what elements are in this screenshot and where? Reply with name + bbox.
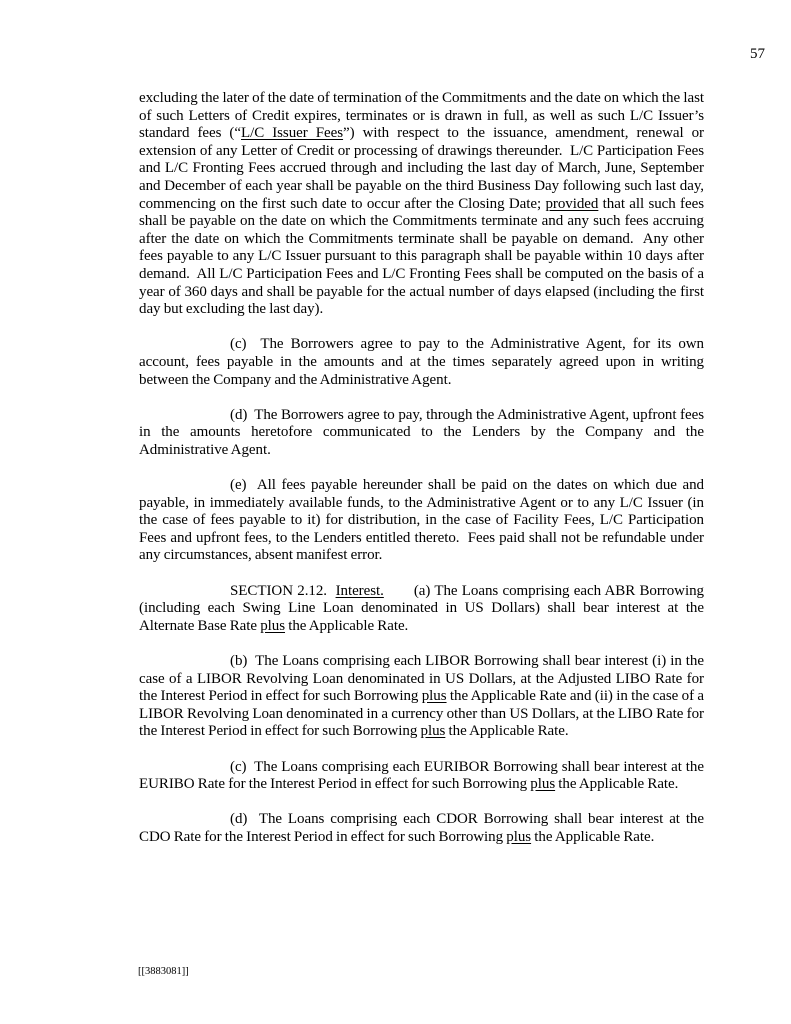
- text-run: (b) The Loans comprising each LIBOR Borrowing shall bear interest (i) in the case of a LIBOR Revolving Loan denominated in US Dollars, at the Adjusted LIBO Rate for the Interest Period in effect for such Borrowing: [139, 653, 704, 705]
- text-run: (d) The Loans comprising each CDOR Borrowing shall bear interest at the CDO Rate for the Interest Period in effect for such Borrowing: [139, 811, 704, 845]
- document-body: [139, 90, 704, 847]
- underlined-term: plus: [506, 828, 532, 845]
- text-run: the Applicable Rate.: [555, 776, 679, 793]
- text-run: (e) All fees payable hereunder shall be paid on the dates on which due and payable, in immediately available funds, to the Administrative Agent or to any L/C Issuer (in the case of fees payable to it) for distribution, in the case of Facility Fees, L/C Participation Fees and upfront fees, to the Lenders entitled thereto. Fees paid shall not be refundable under any circumstances, absent manifest error.: [139, 477, 704, 564]
- text-run: SECTION 2.12.: [230, 582, 336, 599]
- page-number: 57: [750, 46, 765, 62]
- text-run: excluding the later of the date of termination of the Commitments and the date on which the last of such Letters of Credit expires, terminates or is drawn in full, as well as such L/C Issuer’s standard fees (“: [139, 90, 704, 142]
- underlined-term: plus: [421, 688, 447, 705]
- para-c-admin-agent-fees: [139, 336, 704, 389]
- text-run: (c) The Loans comprising each EURIBOR Borrowing shall bear interest at the EURIBO Rate for the Interest Period in effect for such Borrowing: [139, 758, 704, 793]
- document-id-footer: [[3883081]]: [138, 966, 189, 977]
- text-run: (c) The Borrowers agree to pay to the Administrative Agent, for its own account, fees payable in the amounts and at the times separately agreed upon in writing between the Company and the Administrative Agent.: [139, 336, 704, 388]
- para-c-euribor-borrowing: [139, 759, 704, 794]
- text-run: the Applicable Rate.: [531, 828, 655, 845]
- text-run: (d) The Borrowers agree to pay, through the Administrative Agent, upfront fees in the amounts heretofore communicated to the Lenders by the Company and the Administrative Agent.: [139, 406, 704, 458]
- para-d-upfront-fees: [139, 407, 704, 460]
- underlined-term: Interest.: [335, 582, 384, 599]
- text-run: ”) with respect to the issuance, amendment, renewal or extension of any Letter of Credit or processing of drawings thereunder. L/C Participation Fees and L/C Fronting Fees accrued through and including the last day of March, June, September and December of each year shall be payable on the third Business Day following such last day, commencing on the first such date to occur after the Closing Date;: [139, 125, 705, 212]
- underlined-term: provided: [545, 195, 599, 212]
- para-e-payment-of-fees: [139, 477, 704, 565]
- text-run: that all such fees shall be payable on the date on which the Commitments terminate and any such fees accruing after the date on which the Commitments terminate shall be payable on demand. Any other fees payable to any L/C Issuer pursuant to this paragraph shall be payable within 10 days after demand. All L/C Participation Fees and L/C Fronting Fees shall be computed on the basis of a year of 360 days and shall be payable for the actual number of days elapsed (including the first day but excluding the last day).: [139, 195, 705, 318]
- underlined-term: plus: [260, 617, 286, 634]
- underlined-term: plus: [420, 723, 446, 740]
- para-d-cdor-borrowing: [139, 811, 704, 846]
- text-run: the Applicable Rate.: [285, 617, 409, 634]
- para-lc-fees-continuation: [139, 90, 704, 319]
- text-run: the Applicable Rate.: [445, 723, 569, 740]
- para-b-libor-borrowing: [139, 653, 704, 741]
- underlined-term: L/C Issuer Fees: [240, 125, 344, 142]
- text-run: (a) The Loans comprising each ABR Borrowing (including each Swing Line Loan denominated in US Dollars) shall bear interest at the Alternate Base Rate: [139, 582, 704, 634]
- underlined-term: plus: [530, 776, 556, 793]
- para-section-2-12-interest-a: [139, 583, 704, 636]
- text-run: the Applicable Rate and (ii) in the case of a LIBOR Revolving Loan denominated in a currency other than US Dollars, at the LIBO Rate for the Interest Period in effect for such Borrowing: [139, 688, 704, 740]
